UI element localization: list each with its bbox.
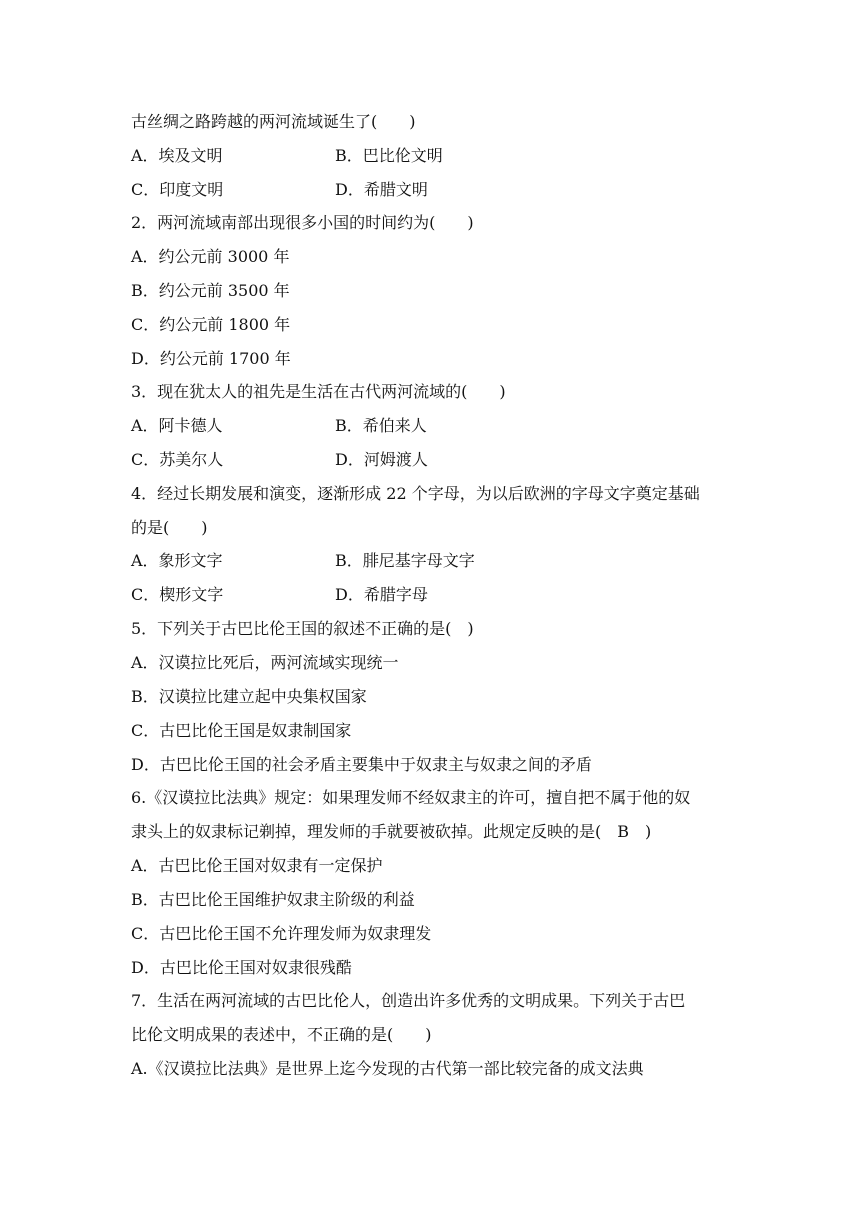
text-line	[131, 687, 367, 707]
line-text: C．古巴比伦王国不允许理发师为奴隶理发	[131, 924, 432, 943]
text-line	[131, 822, 651, 842]
text-line	[131, 619, 474, 639]
text-line	[131, 856, 383, 876]
line-text: C．印度文明	[131, 180, 224, 199]
option-text: D．希腊字母	[335, 585, 428, 604]
text-line	[131, 585, 731, 605]
text-line	[131, 450, 731, 470]
text-line	[131, 551, 731, 571]
line-text: D．古巴比伦王国对奴隶很残酷	[131, 958, 352, 977]
text-line	[131, 180, 731, 200]
line-text: C．楔形文字	[131, 585, 224, 604]
line-text: A．古巴比伦王国对奴隶有一定保护	[131, 856, 383, 875]
text-line	[131, 890, 415, 910]
line-text: B．古巴比伦王国维护奴隶主阶级的利益	[131, 890, 415, 909]
line-text: D．约公元前 1700 年	[131, 349, 291, 368]
text-line	[131, 755, 592, 775]
line-text: C．古巴比伦王国是奴隶制国家	[131, 721, 352, 740]
text-line	[131, 484, 700, 504]
line-text: 古丝绸之路跨越的两河流域诞生了( )	[131, 112, 416, 131]
option-text: B．腓尼基字母文字	[335, 551, 475, 570]
text-line	[131, 146, 731, 166]
option-text: D．河姆渡人	[335, 450, 428, 469]
line-text: C．苏美尔人	[131, 450, 224, 469]
text-line	[131, 653, 399, 673]
text-line	[131, 518, 208, 538]
line-text: 4．经过长期发展和演变，逐渐形成 22 个字母，为以后欧洲的字母文字奠定基础	[131, 484, 700, 503]
text-line	[131, 721, 351, 741]
text-line	[131, 788, 690, 808]
text-line	[131, 213, 474, 233]
line-text: 7．生活在两河流域的古巴比伦人，创造出许多优秀的文明成果。下列关于古巴	[131, 991, 686, 1010]
line-text: A.《汉谟拉比法典》是世界上迄今发现的古代第一部比较完备的成文法典	[131, 1059, 644, 1078]
line-text: A．约公元前 3000 年	[131, 247, 290, 266]
line-text: A．埃及文明	[131, 146, 223, 165]
line-text: A．阿卡德人	[131, 416, 223, 435]
line-text: 5．下列关于古巴比伦王国的叙述不正确的是( )	[131, 619, 474, 638]
text-line	[131, 382, 506, 402]
line-text: B．汉谟拉比建立起中央集权国家	[131, 687, 367, 706]
text-line	[131, 924, 431, 944]
text-line	[131, 281, 290, 301]
text-line	[131, 416, 731, 436]
line-text: 隶头上的奴隶标记剃掉，理发师的手就要被砍掉。此规定反映的是( B )	[131, 822, 652, 841]
line-text: 2．两河流域南部出现很多小国的时间约为( )	[131, 213, 474, 232]
line-text: B．约公元前 3500 年	[131, 281, 290, 300]
line-text: A．汉谟拉比死后，两河流域实现统一	[131, 653, 399, 672]
text-line	[131, 958, 352, 978]
text-line	[131, 112, 416, 132]
line-text: 的是( )	[131, 518, 208, 537]
option-text: D．希腊文明	[335, 180, 428, 199]
line-text: 6.《汉谟拉比法典》规定：如果理发师不经奴隶主的许可，擅自把不属于他的奴	[131, 788, 691, 807]
line-text: C．约公元前 1800 年	[131, 315, 291, 334]
text-line	[131, 1025, 432, 1045]
text-line	[131, 1059, 644, 1079]
text-line	[131, 991, 685, 1011]
option-text: B．巴比伦文明	[335, 146, 443, 165]
text-line	[131, 349, 291, 369]
text-line	[131, 315, 290, 335]
option-text: B．希伯来人	[335, 416, 427, 435]
line-text: A．象形文字	[131, 551, 223, 570]
line-text: 比伦文明成果的表述中，不正确的是( )	[131, 1025, 432, 1044]
line-text: D．古巴比伦王国的社会矛盾主要集中于奴隶主与奴隶之间的矛盾	[131, 755, 592, 774]
text-line	[131, 247, 289, 267]
line-text: 3．现在犹太人的祖先是生活在古代两河流域的( )	[131, 382, 506, 401]
